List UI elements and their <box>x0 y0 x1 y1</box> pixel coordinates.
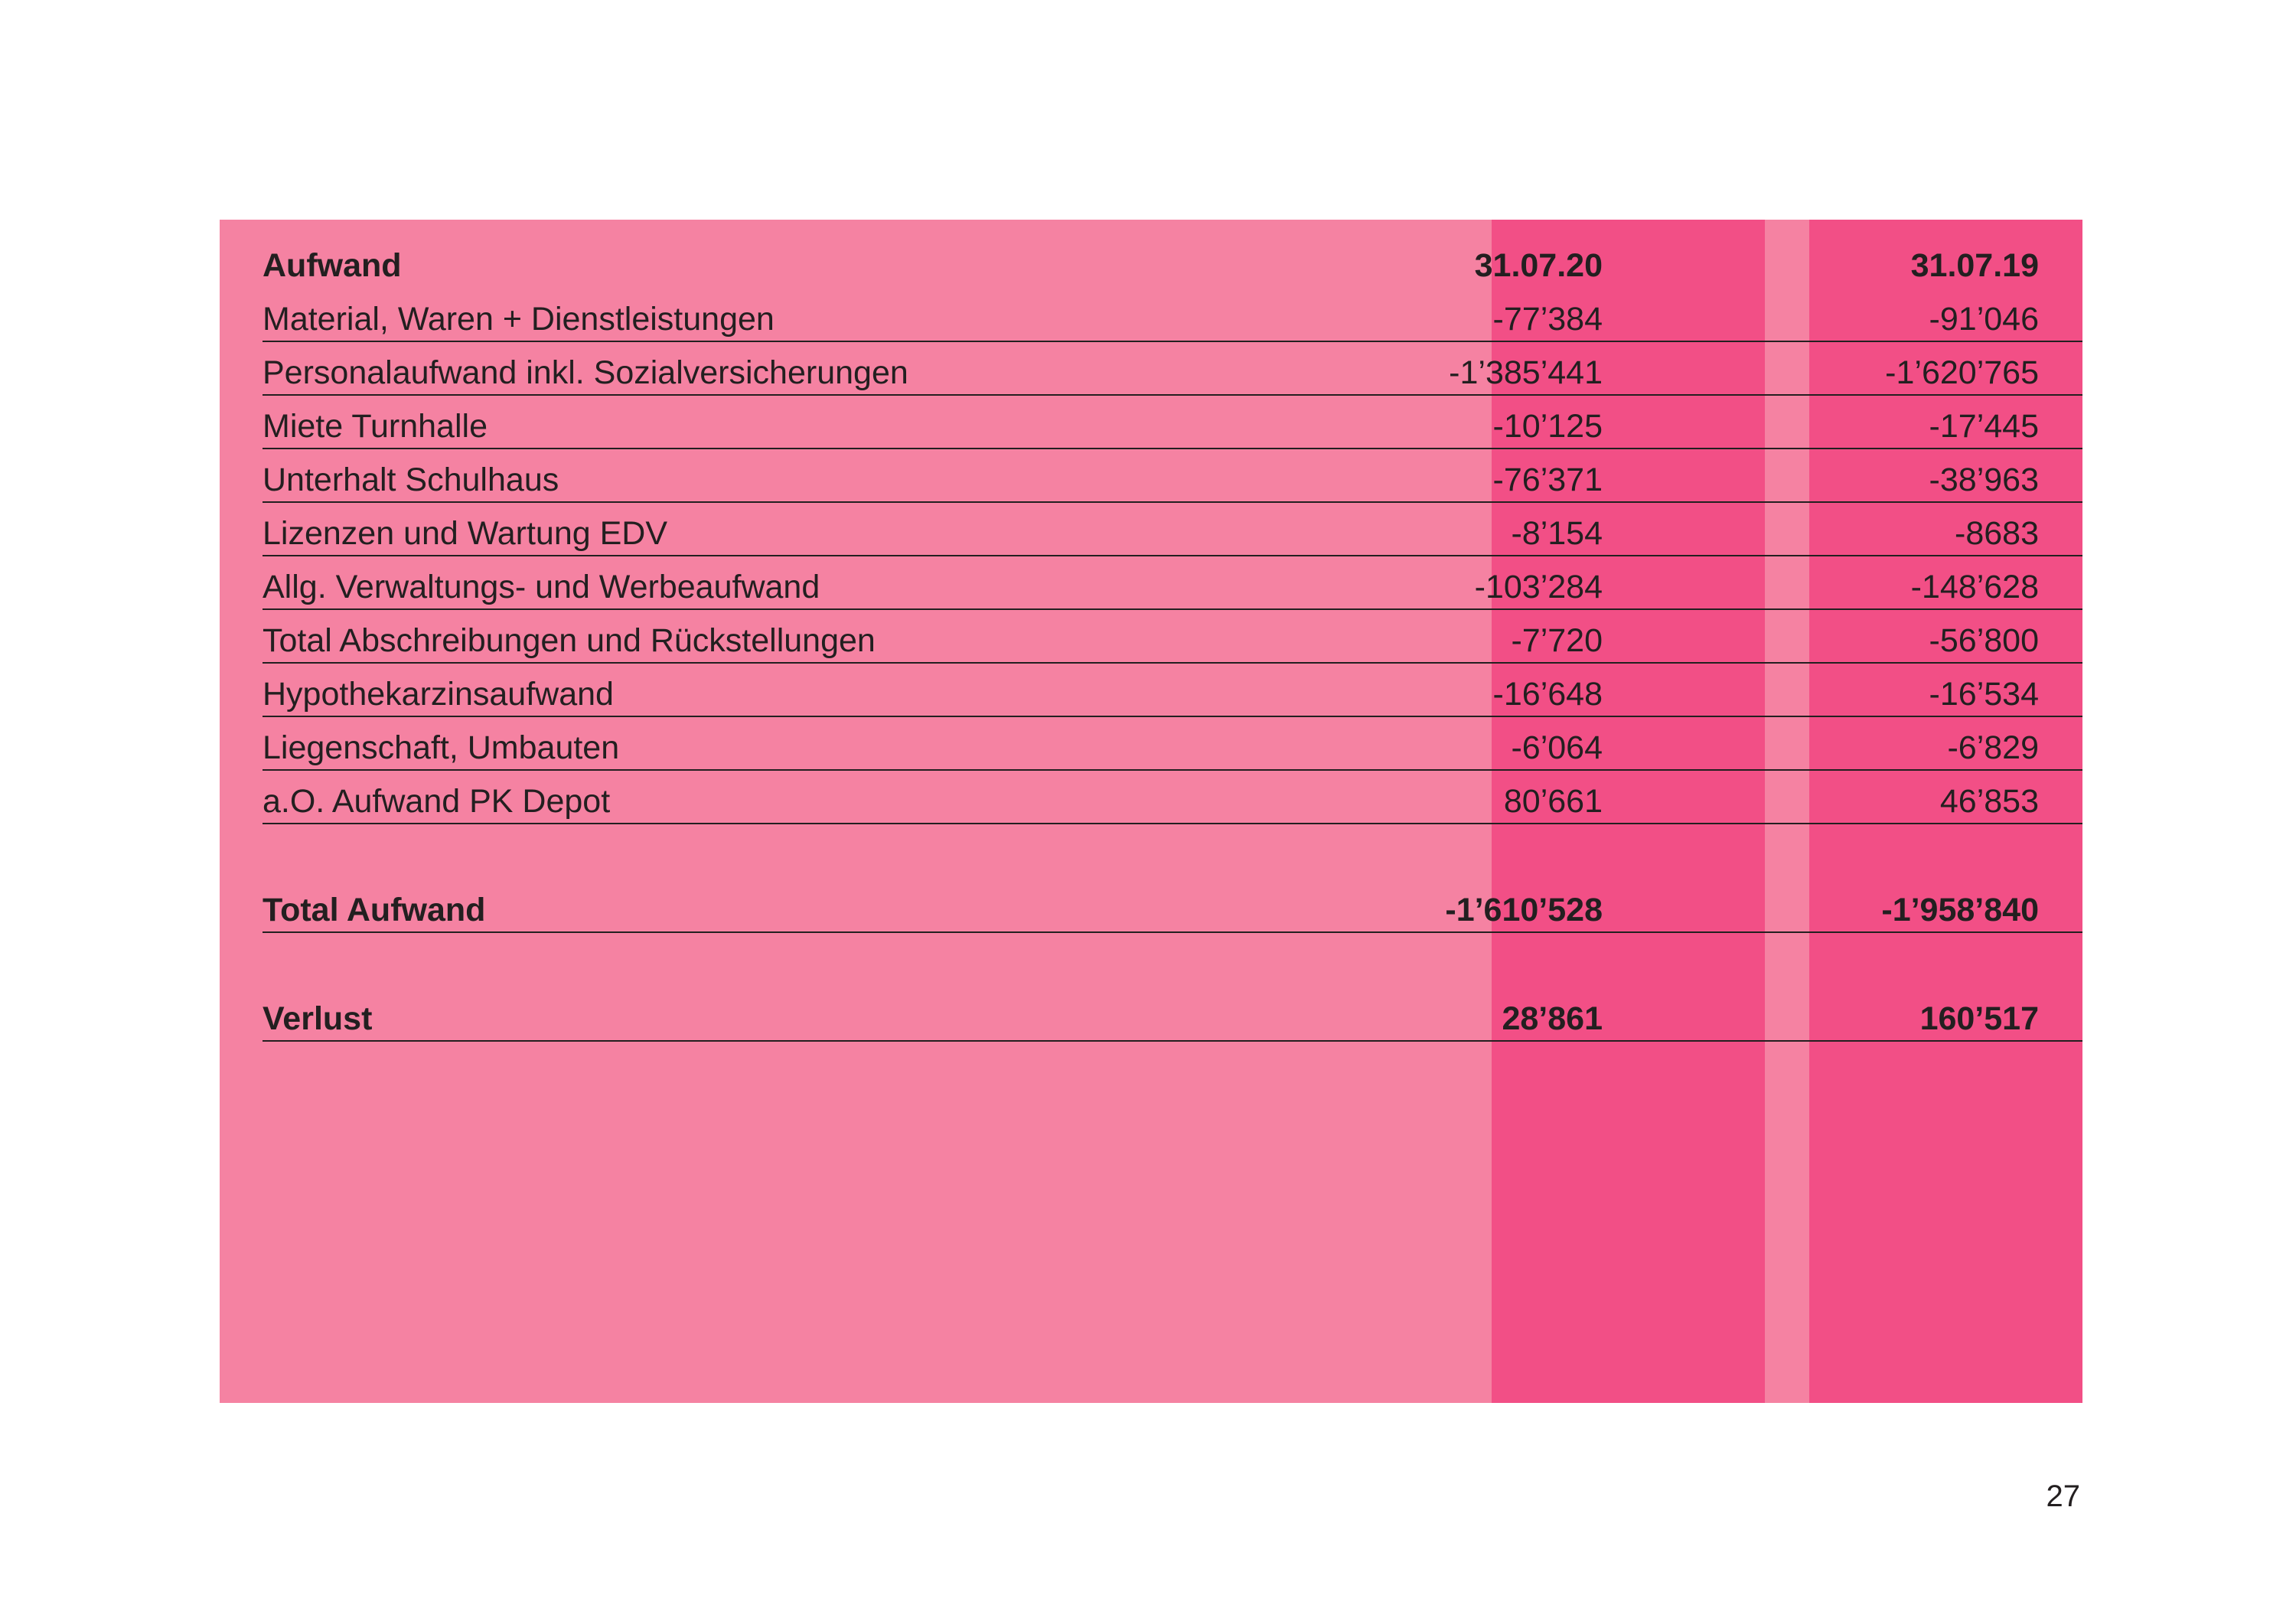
row-value-2019: -1’620’765 <box>1885 354 2039 391</box>
row-label: Hypothekarzinsaufwand <box>263 676 614 713</box>
row-value-2019: -17’445 <box>1929 408 2039 445</box>
table-row <box>263 556 2082 610</box>
total-label: Total Aufwand <box>263 892 486 928</box>
result-label: Verlust <box>263 1000 373 1037</box>
row-label: Unterhalt Schulhaus <box>263 462 559 498</box>
row-value-2019: -56’800 <box>1929 622 2039 659</box>
row-label: Lizenzen und Wartung EDV <box>263 515 668 552</box>
total-value-2020: -1’610’528 <box>1445 892 1603 928</box>
row-label: Allg. Verwaltungs- und Werbeaufwand <box>263 569 820 605</box>
total-value-2019: -1’958’840 <box>1881 892 2039 928</box>
row-value-2020: -76’371 <box>1492 462 1603 498</box>
result-row <box>263 988 2082 1042</box>
row-label: Material, Waren + Dienstleistungen <box>263 301 775 338</box>
header-col-2020: 31.07.20 <box>1474 247 1603 284</box>
table-row <box>263 771 2082 824</box>
row-value-2020: -77’384 <box>1492 301 1603 338</box>
result-value-2020: 28’861 <box>1502 1000 1603 1037</box>
table-row <box>263 717 2082 771</box>
row-label: Personalaufwand inkl. Sozialversicherungen <box>263 354 908 391</box>
row-value-2019: -38’963 <box>1929 462 2039 498</box>
row-value-2020: -16’648 <box>1492 676 1603 713</box>
table-row <box>263 503 2082 556</box>
row-value-2019: 46’853 <box>1939 783 2039 820</box>
table-row <box>263 396 2082 449</box>
expense-table <box>263 235 2082 1042</box>
row-label: Total Abschreibungen und Rückstellungen <box>263 622 876 659</box>
row-label: a.O. Aufwand PK Depot <box>263 783 611 820</box>
row-value-2020: -1’385’441 <box>1449 354 1603 391</box>
table-row <box>263 664 2082 717</box>
row-value-2019: -16’534 <box>1929 676 2039 713</box>
row-spacer <box>263 824 2082 879</box>
row-value-2019: -148’628 <box>1910 569 2039 605</box>
table-header-row <box>263 235 2082 289</box>
row-value-2019: -91’046 <box>1929 301 2039 338</box>
header-col-2019: 31.07.19 <box>1910 247 2039 284</box>
table-row <box>263 289 2082 342</box>
table-row <box>263 610 2082 664</box>
page-number: 27 <box>2046 1479 2080 1513</box>
table-row <box>263 342 2082 396</box>
row-value-2019: -6’829 <box>1947 729 2039 766</box>
row-value-2020: 80’661 <box>1503 783 1603 820</box>
result-value-2019: 160’517 <box>1919 1000 2039 1037</box>
row-value-2019: -8683 <box>1955 515 2039 552</box>
row-value-2020: -6’064 <box>1511 729 1603 766</box>
header-label: Aufwand <box>263 247 402 284</box>
row-label: Miete Turnhalle <box>263 408 488 445</box>
row-spacer <box>263 933 2082 988</box>
row-value-2020: -7’720 <box>1511 622 1603 659</box>
row-value-2020: -8’154 <box>1511 515 1603 552</box>
table-row <box>263 449 2082 503</box>
total-row <box>263 879 2082 933</box>
row-label: Liegenschaft, Umbauten <box>263 729 620 766</box>
row-value-2020: -10’125 <box>1492 408 1603 445</box>
row-value-2020: -103’284 <box>1474 569 1603 605</box>
